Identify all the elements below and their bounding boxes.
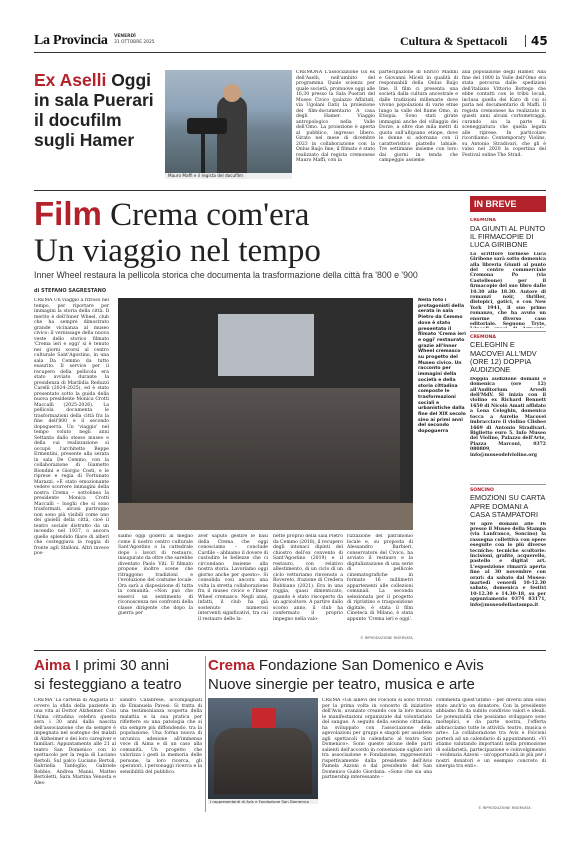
breve-body: Si apre domani alle 16 presso il Museo della Stampa (via Lanfranco, Soncino) la rassegna collettiva con opere eseguite con le più diverse tecniche: tecniche scultorie: incisioni, grafite, acquerello, pastello e digital art. L'esposizione rimarrà aperta fino al 30 novembre con orari: da sabato dal Museo: martedì venerdì 10-12.30 sabato, domenica e festivi 10-12.30 e 14.30-18, su per appuntamento 0374 83171, info@museodellastampa.it [470, 521, 546, 608]
aselli-head-2: in sala Puerari [34, 90, 154, 110]
aima-col-2: sandro Calabrese, accompagnati da Emanuela Pavesi. Si tratta di una testimonianza scoperta della malattia e la sua pratica per riflettere su una patologia che si sta sempre più diffondendo, tra la popolazione. Una forma nuova di un'unica adesione all'immensa voce di Aima e di un caso alla comunità. Un progetto che valorizza i gesti la memoria delle persone, la loro ricerca, gli operatori, i personaggi ricerca e la sensibilità del pubblico. [120, 698, 202, 775]
sandomenico-title-1: Fondazione San Domenico e Avis [258, 657, 484, 674]
sandomenico-headline [208, 656, 548, 694]
sandomenico-photo-caption: I rappresentanti di Avis e Fondazione San Domenico [208, 799, 318, 804]
aselli-bottom-rule [34, 190, 546, 191]
header-rule [34, 52, 546, 53]
aima-headline [34, 656, 204, 694]
film-title-2: Un viaggio nel tempo [34, 233, 321, 269]
breve-item [470, 218, 546, 328]
header-day: VENERDÌ [114, 34, 136, 39]
breve-city: CREMONA [470, 218, 496, 223]
aima-title-1: I primi 30 anni [74, 657, 170, 674]
sandomenico-title-2: Nuove sinergie per teatro, musica e arte [208, 676, 475, 693]
breve-label: IN BREVE [470, 196, 546, 212]
aselli-col-3: alla popolazione degli Hamer. Alla fine del 1800 la Valle dell'Omo era stata percorsa dalle spedizioni dell'italiano Vittorio Bottego che ebbe contatti con le tribù locali, inclusa quella dei Karo di cui si parla nel documentario di Maffi. Il regista cremonese ha realizzato in questi anni alcuni cortometraggi, curando sia la parte di sceneggiatura che quella legata alle riprese. In particolare ricordiamo: Contemporary Violins, su Antonio Stradivari, che gli è valso nel 2020 la copertina del Festival online The Strad. [462, 70, 546, 158]
aima-title-2: si festeggiano a teatro [34, 676, 182, 693]
masthead-brand: La Provincia [34, 33, 108, 48]
film-col-5: rizzazione del patrimonio locale e, su proposta di Alessandro Barbieri, conservatore del Civico, ha avviato il restauro e la digitalizzazione di una serie di pellicole cinematografiche in formato 16 millimetri appartenenti alle collezioni comunali. La seconda selezionata per il progetto di ripristino e trasposizione digitale, è stata il film Cineteca di Milano, è stata appunto 'Crema ieri e oggi'. [347, 534, 413, 622]
section-title: Cultura & Spettacoli [400, 34, 508, 48]
aima-kicker: Aima [34, 657, 71, 674]
breve-title: DA GIUNTI AL PUNTO IL FIRMACOPIE DI LUCA GIRIBONE [470, 223, 546, 250]
sandomenico-kicker: Crema [208, 657, 255, 674]
photo-people [214, 728, 312, 794]
aselli-kicker: Ex Aselli [34, 70, 107, 90]
header-date: 31 OTTOBRE 2025 [114, 40, 155, 45]
sandomenico-photo [208, 698, 318, 804]
breve-city: SONCINO [470, 487, 494, 493]
aselli-col-2: partecipazione di Enrico Madini e Giovanni Miceli in qualità di responsabili della Onlus Baijo Ime. Il film ci presenta una società dalla cultura ancestrale e dalle tradizioni millenarie dove vivono popolazioni di varie etnie lungo la valle del fiume Omo, in Etiopia. Sono stati girate immagini anche del villaggio dei Dorze, a oltre due mila metri di quota sull'altipiano etiope, dove le donne si adornano con il caratteristico piattello labiale. Tre settimane insieme con loro: dai giorni in tenda che campeggio assieme [379, 70, 458, 163]
aselli-head-1: Oggi [111, 70, 152, 90]
aselli-head-4: sugli Hamer [34, 130, 135, 150]
photo-head [223, 84, 241, 102]
page-number: 45 [531, 34, 548, 48]
breve-title: EMOZIONI SU CARTA APRE DOMANI A CASA STAMPATORI [470, 493, 545, 520]
header-divider [525, 35, 526, 47]
aselli-photo [165, 70, 292, 179]
aima-col-1: CREMA 'La cartella di Augusta D.' ovvero la sfida della paziente in una vita al Dottor Alzheimer. Così l'Aima cittadina celebra questa sera i 30 anni dalla nascita dell'associazione che da sempre è impegnata nel sostegno dei malati di Alzheimer e dei loro caregiver e familiari. Appuntamento alle 21 al teatro San Domenico con lo spettacolo per la regia di Luciano Bertoli. Sul palco Luciano Bertoli, Gabriella Tanfoglio, Gabriele Bobbio, Andrea Manni, Matteo Bertoletti, Sara Martina Venosta e Ales- [34, 698, 116, 786]
film-col-1: CREMA Un viaggio a ritroso nel tempo, per riportare per immagini la storia della città. Il merito è dell'Inner Wheel, club che ha sempre dimostrato grande vicinanza al museo civico: il vernissage della nuova veste dello storico filmato 'Crema ieri e oggi' si è tenuto nei giorni scorsi al centro culturale Sant'Agostino, in una sala Da Cemmo da tutto esaurito. Il service per il recupero della pellicola era stato avviato durante la presidenza di Marilidia Reduzzi Carelli (2024-2025), ed è stato presentato sotto la guida della nuova presidente Monica Crotti Maccalli (2025-2026). La pellicola documenta le trasformazioni della città fra la fine dell'800 e il secondo dopoguerra. Un 'viaggio' nel tempo voluto negli anni Settanta dallo stesso museo e della cui realizzazione si occupò l'architetto Beppe Ermentini, presente alla serata in sala De Cemmo, con la collaborazione di Giametto Biondini e Giorgio Costi, e le riprese e regia di Fortunato Marazzi. «È stato emozionante vedere scorrere immagini della nostra Crema – sottolinea la presidente Monica Crotti Maccalli – luoghi che si sono trasformati, alcuni purtroppo non sono più visibili come uno dei gioielli della città, cioè il teatro sociale distrutto da un incendio nel 1937, o ancora quello splendido filare di alberi che costeggiava la roggia di fronte agli Stalloni. Altri invece pos- [34, 298, 109, 556]
aselli-headline [34, 70, 164, 150]
film-side-caption: Nella foto i protagonisti della serata in sala Pietro da Cemmo dove è stato presentato il filmato 'Crema ieri e oggi' restaurato grazie all'Inner Wheel cremasco su progetto del Museo civico. Un racconto per immagini della società e della storia cittadina composte le trasformazioni sociali e urbanistiche dalla fine del XIX secolo sino ai primi anni del secondo dopoguerra [418, 298, 466, 435]
breve-title: CELEGHIN E MACOVEI ALL'MDV (ORE 12) DOPPIA AUDIZIONE [470, 340, 537, 375]
film-byline: di STEFANO SAGRESTANO [34, 288, 107, 294]
column-divider [205, 656, 206, 812]
film-headline [34, 196, 464, 269]
sandomenico-credit: © RIPRODUZIONE RISERVATA [478, 806, 531, 810]
film-credit: © RIPRODUZIONE RISERVATA [360, 636, 413, 640]
breve-divider [470, 484, 546, 485]
breve-body: Lo scrittore torinese Luca Giribone sarà sotto domenica alla libreria Giunti al punto del centro commerciale Cremona Po (via Castelleone) per il firmacopie del suo libro dalle 10.30 alle 18.30. Autore di romanzi noir, thriller, distopici, gotici, e con New York 1941, il suo primo romanzo, che ha avuto un enorme diverso caso editoriale. Seguono Tryte, [470, 251, 546, 327]
film-photo [118, 298, 413, 530]
aselli-col-1: CREMONA L'associazione Gli ex dell'Aselli, nell'ambito del programma Quale scienza per quale società, promuove oggi alle 16,30 presso la Sala Puerari del Museo Civico (palazzo Affaitati, via Ugolani Dati) la proiezione del film-documentario A casa degli Hamer. Viaggio antropologico nella Valle dell'Omo. La proiezione è aperta al pubblico, ingresso libero. Girato nel mese di dicembre 2023 in collaborazione con la Onlus Baijo Ime, il filmato è stato realizzato dal regista cremonese Mauro Maffi, con la [296, 70, 375, 163]
film-subtitle: Inner Wheel restaura la pellicola storica che documenta la trasformazione della città fra '800 e '900 [34, 270, 418, 280]
photo-camera [187, 118, 227, 134]
film-col-2: siamo oggi goderli al meglio come il nostro centro culturale Sant'Agostino o la cattedrale dopo i lavori di restauro, inaugurato da oltre che sarebbe diventato Paolo Viti. Il filmato propone inoltre scene che ritraggono tradizioni e l'evoluzione del costume locale. Ora sarà a disposizione di tutta la comunità. «Non può che esserci un sentimento di riconoscenza nei confronti della classe dirigente che dopo la guerra per [118, 534, 193, 616]
film-title-1: Crema com'era [110, 197, 310, 233]
film-bottom-rule [34, 650, 546, 651]
aselli-photo-caption: Mauro Maffi e il regista del docufilm [165, 173, 292, 179]
breve-item [470, 335, 546, 481]
photo-projection-screen [218, 314, 314, 376]
photo-figure [217, 96, 247, 179]
breve-city: CREMONA [470, 334, 496, 340]
sandomenico-col-2: commenta quest'ultimo – per diversi anni sono stato anch'io un donatore. Con la presidente abbiamo fin da subito condiviso valori e ideali. Le potenzialità che possiamo sviluppare sono molteplici, e da parte nostra, l'offerta abbracciamo tutte le attività: teatro, musica e arte». La collaborazione tra Avis e Folcioni porterà ad un calendario di appuntamenti. «Vi stiamo valutando importanti nella promozione di solidarietà, partecipazione e coinvolgimento – evidenzia Azzoni – un'opportunità in più per i nostri donatori e un esempio concreto di sinergia tra enti». [436, 698, 546, 769]
film-col-4: nette proprio della sala Pietro da Cemmo (2018), il recupero degli intonaci dipinti del chiostro dell'ex convento di Sant'Agostino (2019) e il restauro, con relativo allestimento, di un ciclo di un ciclo vetturiamo rinvenuto a Rovereto, frazione di Credera Rubbiano (2021). Era in una roggia, quasi dimenticato, quando è stato riscoperto da un agricoltore. A partire dallo scorso anno, il club ha confermato il proprio impegno nella valo- [273, 534, 343, 622]
film-col-3: aver saputo gestire le basi della Crema che oggi conosciamo – conclude Cardile – abbiamo il dovere di custodire le bellezze che ci circondano insieme alla nostra storia. Lavoriamo oggi giorno anche per questo». Si consolida così ancora una volta la stretta collaborazione fra il museo civico e l'Inner Wheel cremasco. Negli anni, infatti, il club ha già sostenuto numerosi interventi significativi, tra cui il restauro delle la- [198, 534, 268, 622]
aselli-head-3: il docufilm [34, 110, 122, 130]
breve-body: Doppia audizione domani e domenica (ore 12) all'Auditorium Arvedi dell'MdV. Si inizia con il violino ex Richard Bennett 1650 di Nicolò Amati affidato a Lena Celeghin, domenica tocca a Aurelio Macovei imbracciare il violino Clisbee 1669 di Antonio Stradivari. Biglietto euro 5. Info Museo del Violino, Palazzo dell'Arte, Piazza Marconi, 0372 080809, info@museodelviolino.org [470, 376, 546, 458]
sandomenico-col-1: CREMA «Gli allievi del Folcioni si sono trovati per la prima volta in concerto di iniziative dell'Avis, avanzato creando con la loro musica le manifestazioni organizzate dal volontariato del sangue. A seguito della sezione cittadina, ha sviluppato con l'associazione delle agevolazioni per gruppi e singoli per assistere agli spettacoli in calendario al teatro San Domenico». Sono queste alcune delle parti salienti dell'accordo in convenzione siglato ieri tra associazione e Fondazione, rappresentati rispettivamente dalla presidente dell'Avis Pamela Azzoni e dal presidente del San Domenico Guido Giordana. «Sono che sia una partnership interessante – [322, 698, 432, 780]
breve-sidebar [470, 218, 546, 648]
breve-item [470, 488, 546, 632]
photo-floor [118, 503, 413, 530]
film-kicker: Film [34, 195, 102, 232]
breve-divider [470, 331, 546, 332]
